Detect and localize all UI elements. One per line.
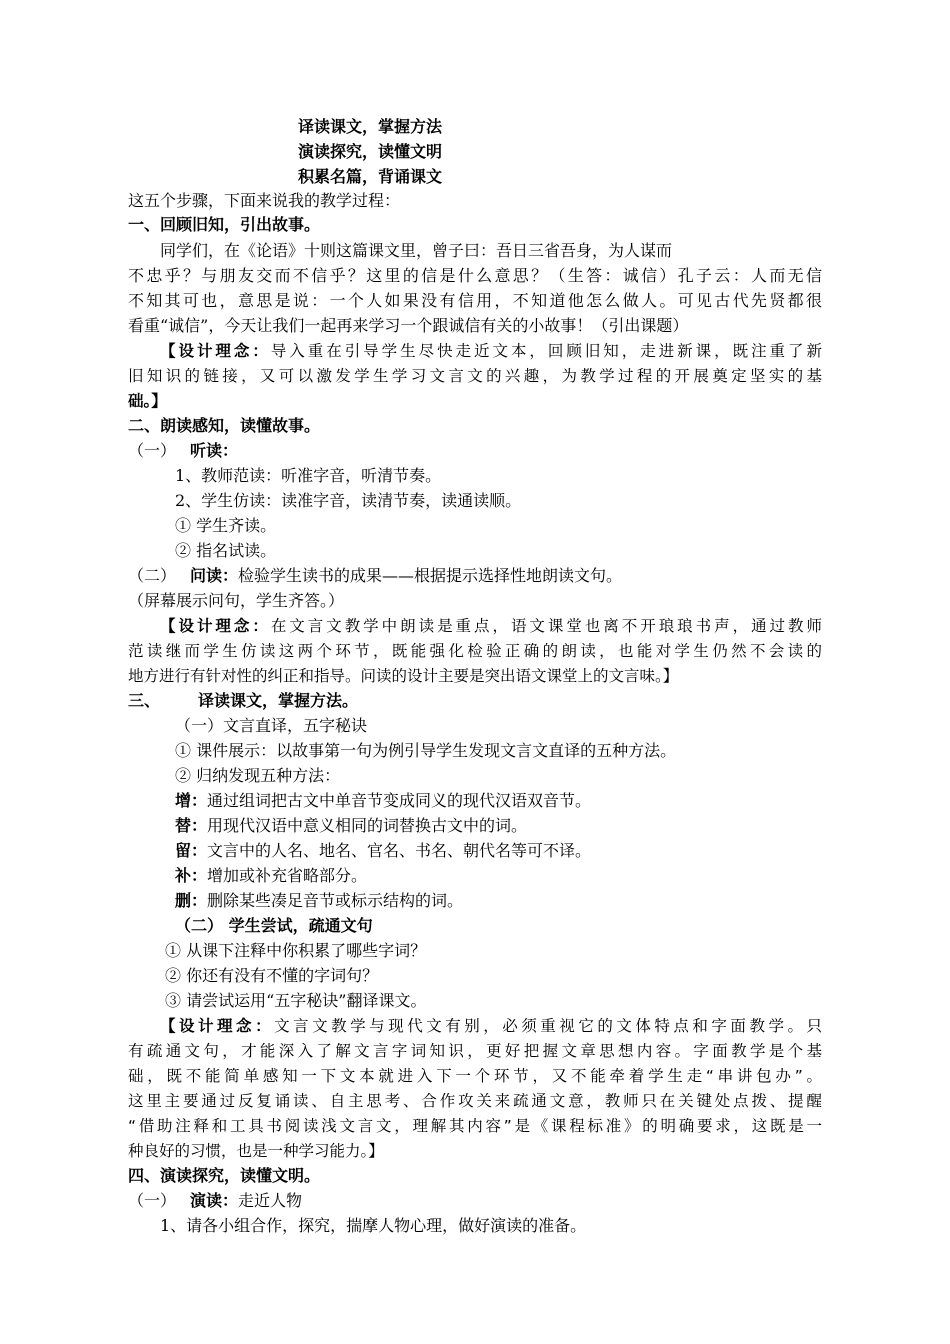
method-key: 替： (175, 816, 208, 835)
design-note-label: 【设计理念： (160, 617, 271, 635)
subsection-number: （一） (128, 1191, 177, 1210)
design-note-line: 础。】 (128, 392, 167, 410)
method-item (175, 839, 591, 863)
section-title: 译读课文，掌握方法。 (198, 691, 359, 710)
subsection-label: 听读： (190, 441, 239, 460)
subsection-number: （二） (128, 566, 177, 585)
design-note-text: 在文言文教学中朗读是重点，语文课堂也离不开琅琅书声，通过教师 (270, 617, 822, 635)
design-note-label: 【设计理念： (160, 342, 271, 360)
design-note-3 (160, 1014, 822, 1038)
subsection-heading (128, 439, 238, 463)
paragraph-line: 不忠乎？与朋友交而不信乎？这里的信是什么意思？（生答：诚信）孔子云：人而无信 (128, 266, 822, 285)
method-item (175, 814, 527, 838)
design-note-line: “借助注释和工具书阅读浅文言文，理解其内容”是《课程标准》的明确要求，这既是一 (128, 1117, 822, 1135)
method-item (175, 889, 463, 913)
design-note-1 (160, 339, 822, 363)
step-title-4: 演读探究，读懂文明 (298, 142, 443, 161)
design-note-line: 范读继而学生仿读这两个环节，既能强化检验正确的朗读，也能对学生仍然不会读的 (128, 642, 822, 660)
design-note-2 (160, 614, 822, 638)
subsection-heading: （二） 学生尝试，疏通文句 (175, 916, 373, 935)
list-item: 2、学生仿读：读准字音，读清节奏，读通读顺。 (175, 491, 522, 510)
design-note-line: 这里主要通过反复诵读、自主思考、合作攻关来疏通文意，教师只在关键处点拨、提醒 (128, 1092, 822, 1110)
method-text: 增加或补充省略部分。 (207, 866, 368, 885)
subsection-heading: （一）文言直译，五字秘诀 (175, 716, 368, 735)
method-text: 用现代汉语中意义相同的词替换古文中的词。 (207, 816, 528, 835)
subsection-label: 问读： (190, 566, 239, 585)
question-item: ① 从课下注释中你积累了哪些字词？ (165, 941, 427, 960)
method-key: 补： (175, 866, 208, 885)
section-4-heading: 四、演读探究，读懂文明。 (128, 1166, 321, 1185)
list-item: 1、教师范读：听准字音，听清节奏。 (175, 466, 442, 485)
section-3-heading (128, 689, 358, 713)
design-note-label: 【设计理念： (160, 1017, 275, 1035)
list-item: ② 归纳发现五种方法： (175, 766, 341, 785)
paragraph-line: 不知其可也，意思是说：一个人如果没有信用，不知道他怎么做人。可见古代先贤都很 (128, 291, 822, 310)
list-item: ② 指名试读。 (175, 541, 277, 560)
design-note-line: 旧知识的链接，又可以激发学生学习文言文的兴趣，为教学过程的开展奠定坚实的基 (128, 367, 822, 385)
design-note-text: 文言文教学与现代文有别，必须重视它的文体特点和字面教学。只 (274, 1017, 822, 1035)
method-item (175, 789, 591, 813)
section-2-heading: 二、朗读感知，读懂故事。 (128, 416, 321, 435)
design-note-line: 地方进行有针对性的纠正和指导。问读的设计主要是突出语文课堂上的文言味。】 (128, 667, 679, 685)
section-number: 三、 (128, 691, 161, 710)
design-note-line: 种良好的习惯，也是一种学习能力。】 (128, 1142, 384, 1160)
section-1-heading: 一、回顾旧知，引出故事。 (128, 215, 321, 234)
list-item: ① 课件展示：以故事第一句为例引导学生发现文言文直译的五种方法。 (175, 741, 677, 760)
paragraph-line: 同学们，在《论语》十则这篇课文里，曾子曰：吾日三省吾身，为人谋而 (160, 241, 673, 260)
subsection-text: 检验学生读书的成果——根据提示选择性地朗读文句。 (238, 566, 623, 585)
method-text: 文言中的人名、地名、官名、书名、朝代名等可不译。 (207, 841, 592, 860)
note-text: （屏幕展示问句，学生齐答。） (128, 591, 345, 610)
design-note-line: 础，既不能简单感知一下文本就进入下一个环节，又不能牵着学生走“串讲包办”。 (128, 1067, 822, 1085)
design-note-line: 有疏通文句，才能深入了解文言字词知识，更好把握文章思想内容。字面教学是个基 (128, 1042, 822, 1060)
design-note-text: 导入重在引导学生尽快走近文本，回顾旧知，走进新课，既注重了新 (270, 342, 822, 360)
subsection-text: 走近人物 (238, 1191, 303, 1210)
method-key: 增： (175, 791, 208, 810)
list-item: ① 学生齐读。 (175, 516, 277, 535)
subsection-number: （一） (128, 441, 177, 460)
step-title-5: 积累名篇，背诵课文 (298, 167, 443, 186)
step-title-3: 译读课文，掌握方法 (298, 117, 443, 136)
subsection-heading (128, 564, 622, 588)
question-item: ③ 请尝试运用“五字秘诀”翻译课文。 (165, 991, 427, 1010)
method-text: 通过组词把古文中单音节变成同义的现代汉语双音节。 (207, 791, 592, 810)
question-item: ② 你还有没有不懂的字词句？ (165, 966, 379, 985)
subsection-heading (128, 1189, 302, 1213)
subsection-label: 演读： (190, 1191, 239, 1210)
method-key: 留： (175, 841, 208, 860)
method-item (175, 864, 367, 888)
paragraph-line: 看重“诚信”，今天让我们一起再来学习一个跟诚信有关的小故事！（引出课题） (128, 316, 689, 335)
method-text: 删除某些凑足音节或标示结构的词。 (207, 891, 464, 910)
intro-text: 这五个步骤，下面来说我的教学过程： (128, 191, 401, 210)
list-item: 1、请各小组合作，探究，揣摩人物心理，做好演读的准备。 (160, 1216, 587, 1235)
method-key: 删： (175, 891, 208, 910)
